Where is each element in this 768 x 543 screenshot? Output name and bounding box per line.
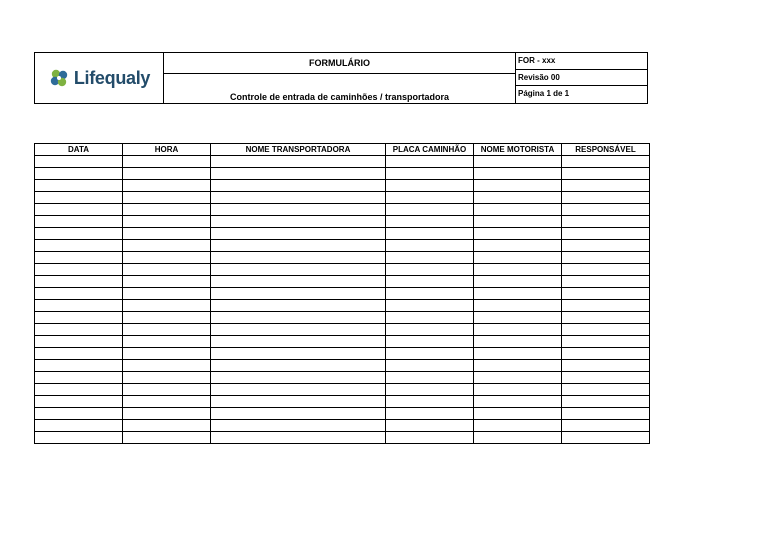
table-cell[interactable] xyxy=(123,264,211,276)
table-cell[interactable] xyxy=(562,168,650,180)
table-cell[interactable] xyxy=(35,156,123,168)
table-cell[interactable] xyxy=(123,204,211,216)
table-cell[interactable] xyxy=(211,264,386,276)
table-cell[interactable] xyxy=(35,240,123,252)
table-header-row xyxy=(35,144,650,156)
table-cell[interactable] xyxy=(123,300,211,312)
table-cell[interactable] xyxy=(386,156,474,168)
table-row xyxy=(35,252,650,264)
table-cell[interactable] xyxy=(35,252,123,264)
table-cell[interactable] xyxy=(386,336,474,348)
table-cell[interactable] xyxy=(562,372,650,384)
form-title: FORMULÁRIO xyxy=(164,53,515,74)
table-cell[interactable] xyxy=(211,360,386,372)
table-cell[interactable] xyxy=(562,276,650,288)
table-cell[interactable] xyxy=(35,348,123,360)
table-cell[interactable] xyxy=(386,276,474,288)
table-cell[interactable] xyxy=(562,336,650,348)
table-cell[interactable] xyxy=(386,432,474,444)
column-header-nome-motorista: NOME MOTORISTA xyxy=(474,144,562,156)
table-cell[interactable] xyxy=(123,384,211,396)
table-cell[interactable] xyxy=(474,192,562,204)
table-cell[interactable] xyxy=(562,360,650,372)
logo xyxy=(35,53,164,103)
table-cell[interactable] xyxy=(386,384,474,396)
table-cell[interactable] xyxy=(562,432,650,444)
table-row xyxy=(35,408,650,420)
table-cell[interactable] xyxy=(123,216,211,228)
table-cell[interactable] xyxy=(474,324,562,336)
table-cell[interactable] xyxy=(386,192,474,204)
table-cell[interactable] xyxy=(386,360,474,372)
form-subtitle xyxy=(164,74,515,103)
table-cell[interactable] xyxy=(123,372,211,384)
table-cell[interactable] xyxy=(35,204,123,216)
table-cell[interactable] xyxy=(562,384,650,396)
table-cell[interactable] xyxy=(211,420,386,432)
table-row xyxy=(35,204,650,216)
table-cell[interactable] xyxy=(35,276,123,288)
table-cell[interactable] xyxy=(123,324,211,336)
logo-text: Lifequaly xyxy=(73,67,151,88)
table-row xyxy=(35,360,650,372)
table-cell[interactable] xyxy=(474,240,562,252)
table-row xyxy=(35,312,650,324)
table-cell[interactable] xyxy=(474,384,562,396)
table-cell[interactable] xyxy=(123,420,211,432)
table-cell[interactable] xyxy=(35,372,123,384)
table-cell[interactable] xyxy=(386,180,474,192)
table-cell[interactable] xyxy=(35,216,123,228)
form-subtitle-text: Controle de entrada de caminhões / transportadora xyxy=(229,92,450,102)
table-cell[interactable] xyxy=(474,336,562,348)
table-cell[interactable] xyxy=(474,204,562,216)
table-cell[interactable] xyxy=(35,408,123,420)
table-cell[interactable] xyxy=(211,300,386,312)
table-cell[interactable] xyxy=(386,396,474,408)
form-page: Página 1 de 1 xyxy=(518,89,570,99)
table-row xyxy=(35,240,650,252)
table-row xyxy=(35,420,650,432)
table-cell[interactable] xyxy=(562,240,650,252)
column-header-data: DATA xyxy=(35,144,123,156)
table-cell[interactable] xyxy=(35,420,123,432)
table-cell[interactable] xyxy=(474,420,562,432)
table-row xyxy=(35,336,650,348)
table-row xyxy=(35,276,650,288)
table-cell[interactable] xyxy=(211,180,386,192)
table-cell[interactable] xyxy=(474,228,562,240)
column-header-responsavel: RESPONSÁVEL xyxy=(562,144,650,156)
table-cell[interactable] xyxy=(211,336,386,348)
title-cell xyxy=(164,53,516,103)
table-cell[interactable] xyxy=(474,180,562,192)
table-cell[interactable] xyxy=(474,360,562,372)
table-cell[interactable] xyxy=(474,156,562,168)
table-cell[interactable] xyxy=(35,264,123,276)
table-cell[interactable] xyxy=(35,336,123,348)
table-cell[interactable] xyxy=(211,348,386,360)
table-cell[interactable] xyxy=(211,396,386,408)
table-cell[interactable] xyxy=(474,408,562,420)
table-cell[interactable] xyxy=(35,432,123,444)
table-cell[interactable] xyxy=(474,348,562,360)
table-cell[interactable] xyxy=(386,408,474,420)
table-cell[interactable] xyxy=(35,168,123,180)
column-header-hora: HORA xyxy=(123,144,211,156)
table-cell[interactable] xyxy=(123,228,211,240)
table-cell[interactable] xyxy=(386,228,474,240)
table-cell[interactable] xyxy=(211,216,386,228)
table-cell[interactable] xyxy=(386,240,474,252)
table-cell[interactable] xyxy=(474,168,562,180)
table-row xyxy=(35,372,650,384)
form-code: FOR - xxx xyxy=(516,53,647,70)
table-cell[interactable] xyxy=(474,300,562,312)
table-cell[interactable] xyxy=(123,288,211,300)
table-cell[interactable] xyxy=(123,360,211,372)
column-header-placa-caminhao: PLACA CAMINHÃO xyxy=(386,144,474,156)
table-cell[interactable] xyxy=(123,276,211,288)
table-cell[interactable] xyxy=(562,396,650,408)
table-cell[interactable] xyxy=(123,432,211,444)
table-cell[interactable] xyxy=(562,156,650,168)
table-cell[interactable] xyxy=(123,240,211,252)
table-cell[interactable] xyxy=(562,288,650,300)
table-row xyxy=(35,324,650,336)
table-cell[interactable] xyxy=(562,408,650,420)
table-row xyxy=(35,228,650,240)
table-cell[interactable] xyxy=(386,312,474,324)
table-cell[interactable] xyxy=(35,360,123,372)
table-cell[interactable] xyxy=(474,288,562,300)
table-cell[interactable] xyxy=(211,240,386,252)
table-cell[interactable] xyxy=(35,384,123,396)
table-cell[interactable] xyxy=(211,228,386,240)
table-cell[interactable] xyxy=(562,204,650,216)
table-cell[interactable] xyxy=(211,324,386,336)
table-cell[interactable] xyxy=(211,312,386,324)
table-cell[interactable] xyxy=(123,192,211,204)
table-cell[interactable] xyxy=(211,204,386,216)
table-cell[interactable] xyxy=(211,432,386,444)
table-cell[interactable] xyxy=(123,168,211,180)
table-cell[interactable] xyxy=(474,372,562,384)
table-cell[interactable] xyxy=(123,156,211,168)
table-cell[interactable] xyxy=(123,348,211,360)
table-cell[interactable] xyxy=(562,180,650,192)
table-cell[interactable] xyxy=(386,204,474,216)
table-cell[interactable] xyxy=(386,372,474,384)
table-row xyxy=(35,348,650,360)
table-cell[interactable] xyxy=(474,216,562,228)
table-cell[interactable] xyxy=(386,324,474,336)
table-cell[interactable] xyxy=(386,264,474,276)
table-cell[interactable] xyxy=(123,312,211,324)
table-cell[interactable] xyxy=(211,192,386,204)
table-cell[interactable] xyxy=(123,396,211,408)
table-row xyxy=(35,180,650,192)
table-row xyxy=(35,300,650,312)
table-cell[interactable] xyxy=(35,324,123,336)
table-cell[interactable] xyxy=(35,312,123,324)
table-cell[interactable] xyxy=(35,396,123,408)
entry-log-table xyxy=(34,143,650,444)
table-cell[interactable] xyxy=(474,396,562,408)
table-cell[interactable] xyxy=(386,288,474,300)
table-cell[interactable] xyxy=(386,300,474,312)
table-cell[interactable] xyxy=(35,288,123,300)
table-row xyxy=(35,384,650,396)
table-cell[interactable] xyxy=(123,252,211,264)
table-body xyxy=(35,156,650,444)
form-header xyxy=(34,52,648,104)
table-cell[interactable] xyxy=(562,348,650,360)
table-cell[interactable] xyxy=(562,420,650,432)
table-cell[interactable] xyxy=(474,276,562,288)
column-header-nome-transportadora: NOME TRANSPORTADORA xyxy=(211,144,386,156)
table-cell[interactable] xyxy=(474,252,562,264)
table-cell[interactable] xyxy=(35,192,123,204)
table-cell[interactable] xyxy=(562,252,650,264)
table-cell[interactable] xyxy=(123,336,211,348)
table-cell[interactable] xyxy=(474,432,562,444)
table-cell[interactable] xyxy=(562,192,650,204)
table-cell[interactable] xyxy=(562,324,650,336)
table-cell[interactable] xyxy=(562,216,650,228)
table-cell[interactable] xyxy=(211,276,386,288)
table-row xyxy=(35,264,650,276)
table-cell[interactable] xyxy=(386,252,474,264)
table-cell[interactable] xyxy=(211,372,386,384)
table-row xyxy=(35,216,650,228)
table-cell[interactable] xyxy=(35,228,123,240)
table-cell[interactable] xyxy=(474,312,562,324)
table-cell[interactable] xyxy=(211,168,386,180)
table-cell[interactable] xyxy=(211,156,386,168)
table-cell[interactable] xyxy=(562,312,650,324)
table-cell[interactable] xyxy=(211,384,386,396)
table-cell[interactable] xyxy=(562,300,650,312)
table-cell[interactable] xyxy=(562,228,650,240)
clover-logo-icon xyxy=(48,67,70,89)
table-cell[interactable] xyxy=(123,180,211,192)
form-revision: Revisão 00 xyxy=(516,70,647,87)
table-row xyxy=(35,156,650,168)
table-cell[interactable] xyxy=(386,420,474,432)
meta-cell xyxy=(516,53,647,103)
table-row xyxy=(35,288,650,300)
table-cell[interactable] xyxy=(474,264,562,276)
table-cell[interactable] xyxy=(35,180,123,192)
table-cell[interactable] xyxy=(211,408,386,420)
table-row xyxy=(35,192,650,204)
table-cell[interactable] xyxy=(386,168,474,180)
table-row xyxy=(35,396,650,408)
table-cell[interactable] xyxy=(211,288,386,300)
table-cell[interactable] xyxy=(35,300,123,312)
table-cell[interactable] xyxy=(123,408,211,420)
table-cell[interactable] xyxy=(386,216,474,228)
table-cell[interactable] xyxy=(211,252,386,264)
table-cell[interactable] xyxy=(562,264,650,276)
table-cell[interactable] xyxy=(386,348,474,360)
table-row xyxy=(35,168,650,180)
table-row xyxy=(35,432,650,444)
